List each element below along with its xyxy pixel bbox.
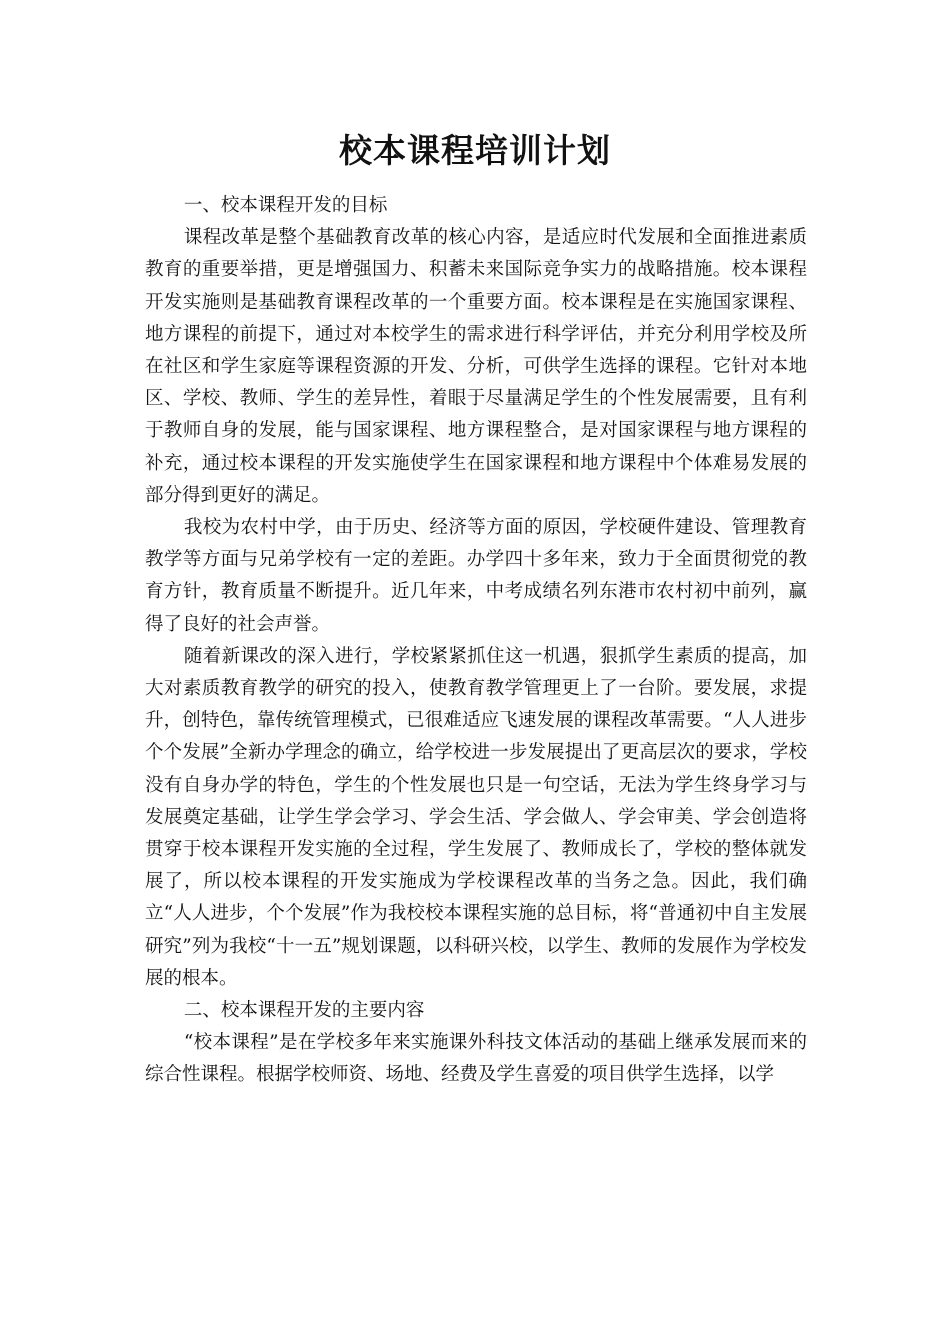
paragraph-1: 课程改革是整个基础教育改革的核心内容，是适应时代发展和全面推进素质教育的重要举措，更是增强国力、积蓄未来国际竞争实力的战略措施。校本课程开发实施则是基础教育课程改革的一个重要方面。校本课程是在实施国家课程、地方课程的前提下，通过对本校学生的需求进行科学评估，并充分利用学校及所在社区和学生家庭等课程资源的开发、分析，可供学生选择的课程。它针对本地区、学校、教师、学生的差异性，着眼于尽量满足学生的个性发展需要，且有利于教师自身的发展，能与国家课程、地方课程整合，是对国家课程与地方课程的补充，通过校本课程的开发实施使学生在国家课程和地方课程中个体难易发展的部分得到更好的满足。 [145, 227, 807, 506]
document-title: 校本课程培训计划 [339, 131, 611, 170]
paragraph-2: 我校为农村中学，由于历史、经济等方面的原因，学校硬件建设、管理教育教学等方面与兄弟学校有一定的差距。办学四十多年来，致力于全面贯彻党的教育方针，教育质量不断提升。近几年来，中考成绩名列东港市农村初中前列，赢得了良好的社会声誉。 [145, 517, 807, 635]
paragraph-3: 随着新课改的深入进行，学校紧紧抓住这一机遇，狠抓学生素质的提高，加大对素质教育教学的研究的投入，使教育教学管理更上了一台阶。要发展，求提升，创特色，靠传统管理模式，已很难适应飞速发展的课程改革需要。“人人进步个个发展”全新办学理念的确立，给学校进一步发展提出了更高层次的要求，学校没有自身办学的特色，学生的个性发展也只是一句空话，无法为学生终身学习与发展奠定基础，让学生学会学习、学会生活、学会做人、学会审美、学会创造将贯穿于校本课程开发实施的全过程，学生发展了、教师成长了，学校的整体就发展了，所以校本课程的开发实施成为学校课程改革的当务之急。因此，我们确立“人人进步，个个发展”作为我校校本课程实施的总目标，将“普通初中自主发展研究”列为我校“十一五”规划课题，以科研兴校，以学生、教师的发展作为学校发展的根本。 [145, 645, 807, 989]
document-body [145, 190, 807, 1092]
section-heading-1: 一、校本课程开发的目标 [183, 195, 388, 216]
section-heading-2: 二、校本课程开发的主要内容 [183, 1000, 425, 1022]
paragraph-4: “校本课程”是在学校多年来实施课外科技文体活动的基础上继承发展而来的综合性课程。根据学校师资、场地、经费及学生喜爱的项目供学生选择，以学 [145, 1032, 807, 1086]
